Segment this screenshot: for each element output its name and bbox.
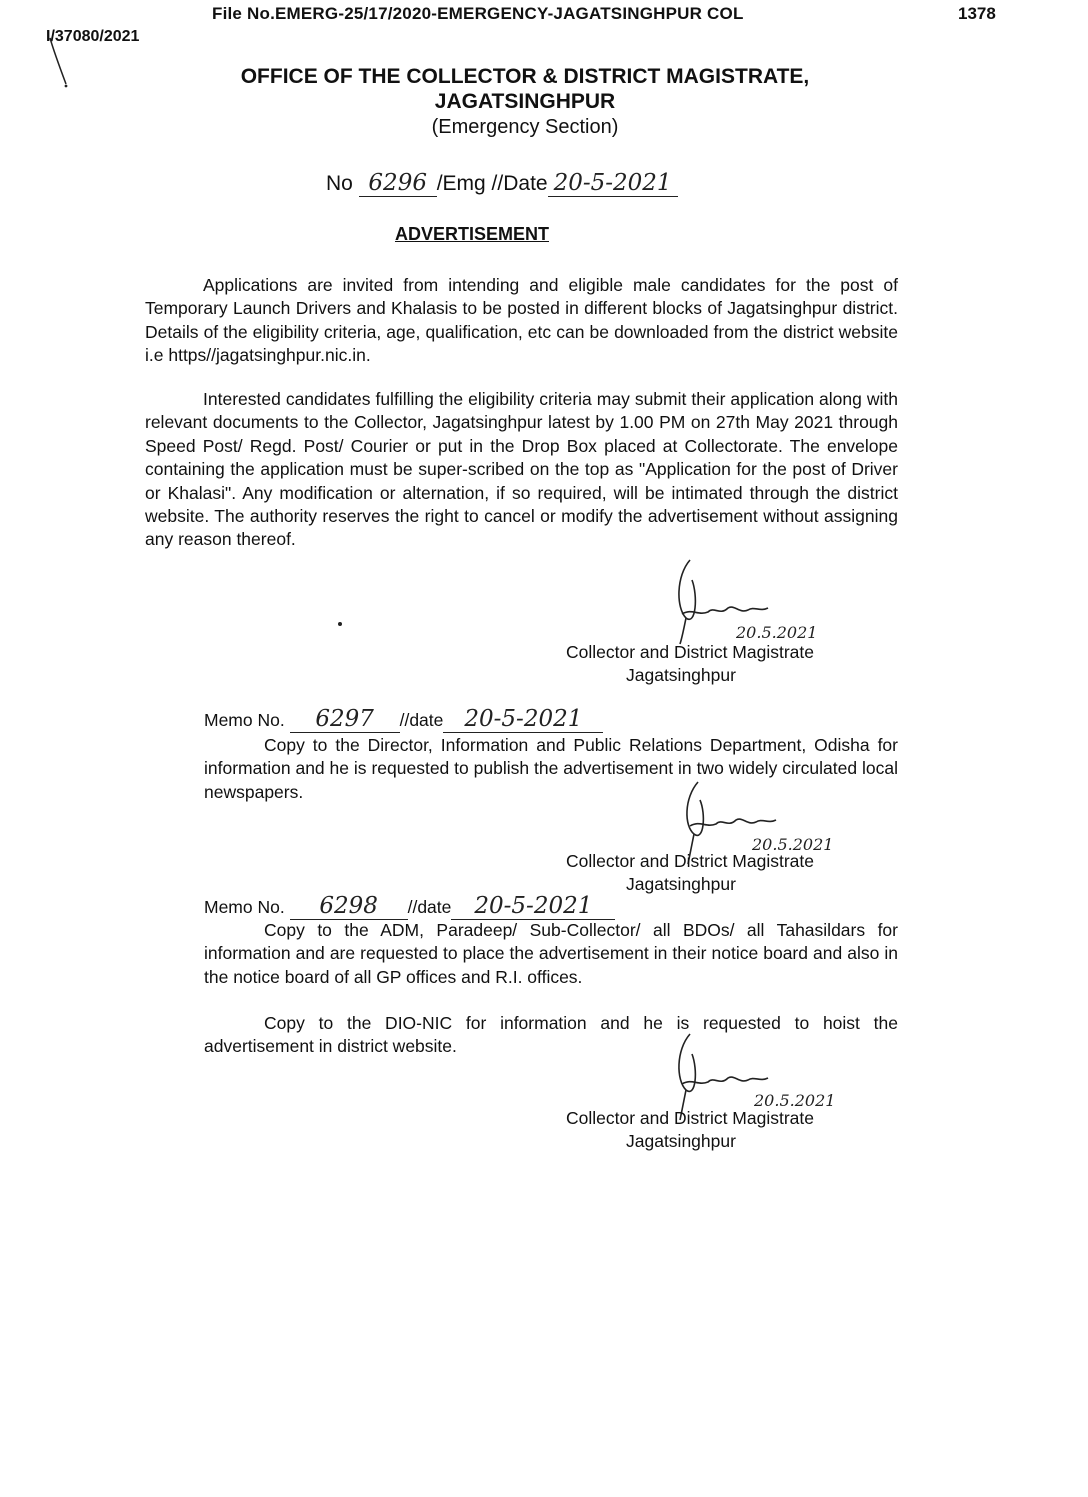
memo-1-line	[204, 706, 603, 733]
signatory-designation: Collector and District Magistrate	[566, 1108, 814, 1128]
signature-2-date: 20.5.2021	[752, 835, 834, 854]
signatory-place: Jagatsinghpur	[626, 665, 736, 685]
office-title	[0, 64, 1050, 114]
office-title-line1: OFFICE OF THE COLLECTOR & DISTRICT MAGISTRATE,	[240, 65, 810, 88]
memo-1-text: Copy to the Director, Information and Public Relations Department, Odisha for information and he is requested to publish the advertisement in two widely circulated local newspapers.	[204, 735, 898, 802]
signature-1-date: 20.5.2021	[736, 623, 818, 642]
office-section: (Emergency Section)	[431, 116, 619, 138]
stray-mark	[338, 622, 342, 626]
signatory-block-1	[566, 641, 814, 687]
order-number-line	[326, 170, 678, 197]
signature-3-date: 20.5.2021	[754, 1091, 836, 1110]
office-title-line2: JAGATSINGHPUR	[434, 90, 616, 113]
memo-1-date-handwritten: 20-5-2021	[443, 706, 603, 733]
signatory-block-3	[566, 1107, 814, 1153]
memo-2-middle: //date	[407, 897, 452, 917]
file-number: File No.EMERG-25/17/2020-EMERGENCY-JAGATSINGHPUR COL	[212, 4, 744, 23]
order-date-handwritten: 20-5-2021	[548, 170, 678, 197]
memo-1-prefix: Memo No.	[204, 710, 285, 730]
memo-1-middle: //date	[399, 710, 444, 730]
memo-2-line	[204, 893, 615, 920]
signatory-block-2	[566, 850, 814, 896]
signatory-place: Jagatsinghpur	[626, 874, 736, 894]
advertisement-title: ADVERTISEMENT	[394, 224, 549, 244]
copy-dio-nic-text: Copy to the DIO-NIC for information and he is requested to hoist the advertisement in district website.	[204, 1013, 898, 1057]
reference-number: I/37080/2021	[46, 28, 140, 45]
memo-1-number-handwritten: 6297	[290, 706, 400, 733]
signatory-designation: Collector and District Magistrate	[566, 851, 814, 871]
advertisement-paragraph-1: Applications are invited from intending and eligible male candidates for the post of Temporary Launch Drivers and Khalasis to be posted in different blocks of Jagatsinghpur district. Details of the eligibility criteria, age, qualification, etc can be downloaded from the district website i.e https//jagatsinghpur.nic.in.	[145, 275, 898, 366]
memo-2-date-handwritten: 20-5-2021	[451, 893, 615, 920]
signatory-place: Jagatsinghpur	[626, 1131, 736, 1151]
memo-2-text: Copy to the ADM, Paradeep/ Sub-Collector/ all BDOs/ all Tahasildars for information and are requested to place the advertisement in their notice board and also in the notice board of all GP offices and R.I. offices.	[204, 920, 898, 987]
order-prefix: No	[326, 172, 353, 195]
advertisement-paragraph-2: Interested candidates fulfilling the eligibility criteria may submit their application along with relevant documents to the Collector, Jagatsinghpur latest by 1.00 PM on 27th May 2021 through Speed Post/ Regd. Post/ Courier or put in the Drop Box placed at Collectorate. The envelope containing the application must be super-scribed on the top as "Application for the post of Driver or Khalasi". Any modification or alternation, if so required, will be intimated through the district website. The authority reserves the right to cancel or modify the advertisement without assigning any reason thereof.	[145, 389, 898, 550]
memo-2-prefix: Memo No.	[204, 897, 285, 917]
order-middle: /Emg //Date	[436, 172, 548, 195]
page-number: 1378	[958, 4, 996, 23]
signatory-designation: Collector and District Magistrate	[566, 642, 814, 662]
order-number-handwritten: 6296	[359, 170, 437, 197]
signature-1-icon	[668, 556, 858, 646]
memo-2-number-handwritten: 6298	[290, 893, 408, 920]
